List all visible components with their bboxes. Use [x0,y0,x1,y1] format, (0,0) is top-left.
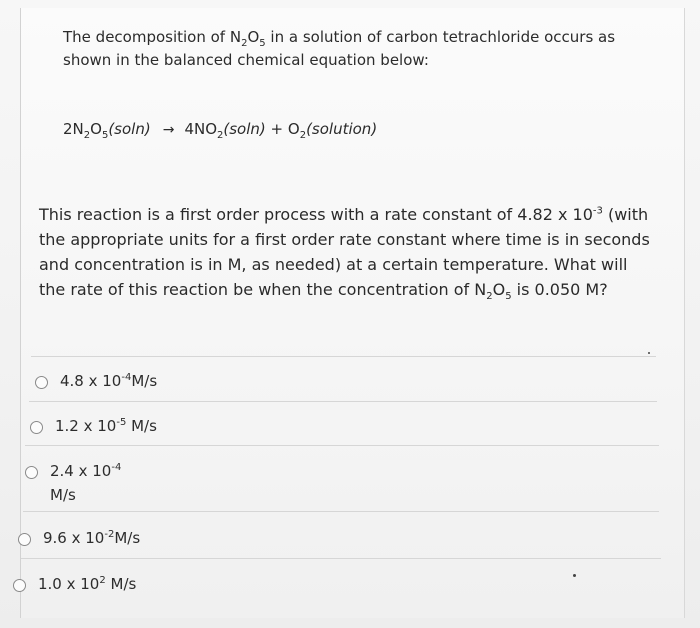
speck [573,574,576,577]
answer-option-2[interactable] [30,418,157,438]
eq-product1-state: (soln) [223,120,266,138]
eq-reactant-sub2: 5 [101,130,109,141]
eq-product1-sub: 2 [217,130,224,141]
question-part1: This reaction is a first order process with a rate constant of 4.82 x 10 [39,205,593,224]
intro-text [63,26,633,72]
eq-product2-o: O [287,120,300,138]
intro-suffix: in a solution of carbon tetrachloride occurs as shown in the balanced chemical equation below: [63,28,616,69]
option-label: 9.6 x $10^{-2}M/s$ [43,529,141,547]
intro-sub-5: 5 [259,38,266,49]
eq-reactant-o: O [90,120,102,138]
radio-button[interactable] [18,533,31,546]
question-part2: (with the appropriate units for a first order rate constant where time is in seconds and concentration is in M, as needed) at a certain temperature. What will the rate of this reaction be when the concentration of N [39,205,650,299]
option-label: 2.4 x $10^{-4}$ M/s [50,462,122,504]
question-sub2: 5 [505,291,512,303]
speck [648,352,650,354]
answer-option-3[interactable] [25,463,140,507]
eq-reactant-coef: 2N [63,120,84,138]
divider [31,356,656,357]
question-sub1: 2 [486,291,493,303]
divider [25,445,659,446]
divider [23,511,659,512]
question-exponent: -3 [592,205,603,217]
radio-button[interactable] [30,421,43,434]
eq-product2-state: (solution) [306,120,378,138]
eq-reactant-sub1: 2 [83,130,91,141]
eq-plus: + [265,120,288,138]
question-card [20,8,685,618]
question-o: O [492,280,506,299]
question-part3: is 0.050 M? [511,280,608,299]
eq-reactant-state: (soln) [108,120,151,138]
option-label: 1.0 x $10^2$ M/s [38,575,137,593]
eq-product1-coef: 4NO [184,120,218,138]
divider [21,558,661,559]
question-text [39,202,651,302]
answer-option-5[interactable] [13,576,136,596]
option-label: 4.8 x $10^{-4}M/s$ [60,372,158,390]
option-label: 1.2 x $10^{-5}$ M/s [55,417,157,435]
radio-button[interactable] [25,466,38,479]
answer-option-1[interactable] [35,373,157,393]
reaction-arrow-icon: → [162,122,175,138]
eq-product2-sub: 2 [299,130,307,141]
answer-option-4[interactable] [18,530,140,550]
intro-o: O [247,28,260,46]
radio-button[interactable] [35,376,48,389]
chemical-equation [63,120,378,141]
radio-button[interactable] [13,579,26,592]
divider [29,401,657,402]
intro-prefix: The decomposition of N [63,28,242,46]
intro-sub-2: 2 [241,38,248,49]
